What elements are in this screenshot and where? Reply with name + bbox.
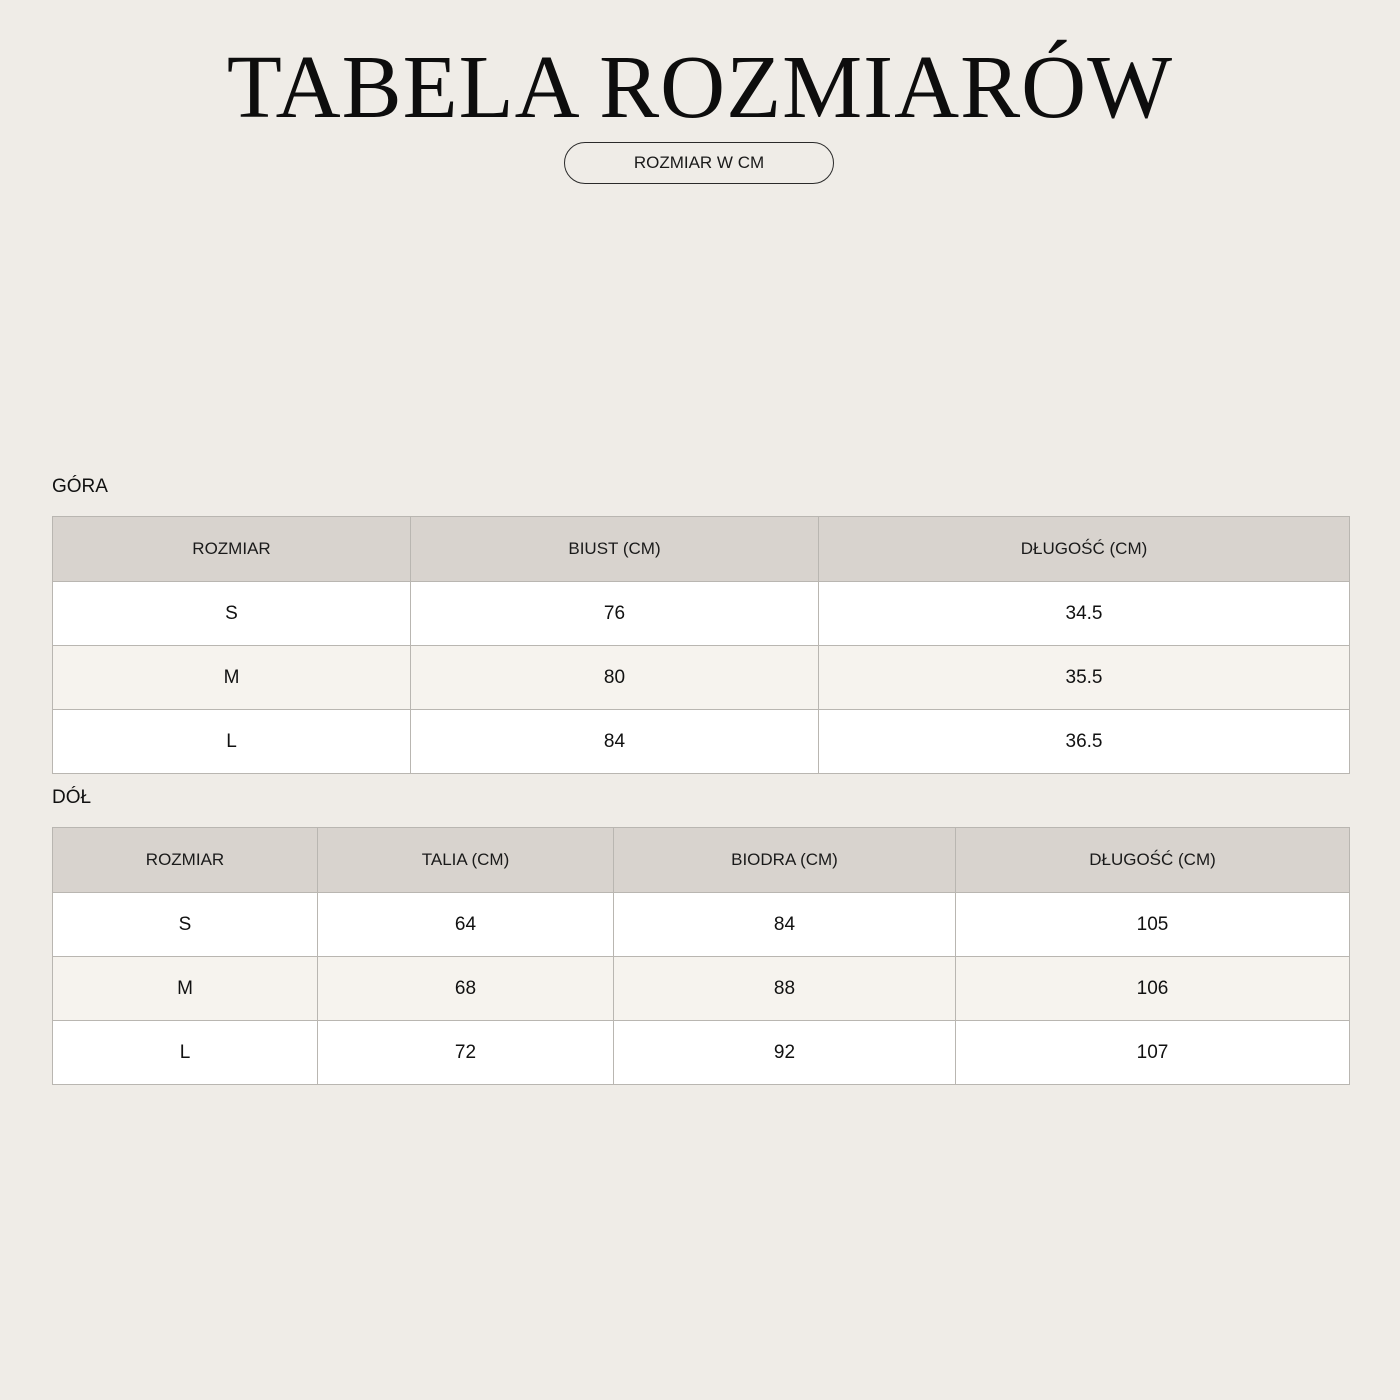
table-header-row	[53, 517, 1350, 582]
section-label-top: GÓRA	[52, 476, 108, 497]
column-header: TALIA (CM)	[318, 828, 614, 893]
table-row	[53, 893, 1350, 957]
page-title: TABELA ROZMIARÓW	[226, 38, 1174, 137]
table-cell: S	[53, 582, 411, 646]
table-cell: 34.5	[819, 582, 1350, 646]
table-cell: 92	[614, 1021, 956, 1085]
table-row	[53, 1021, 1350, 1085]
table-cell: L	[53, 710, 411, 774]
column-header: BIUST (CM)	[411, 517, 819, 582]
column-header: ROZMIAR	[53, 828, 318, 893]
table-cell: 107	[956, 1021, 1350, 1085]
table-cell: M	[53, 646, 411, 710]
size-table-top	[52, 516, 1350, 774]
table-cell: 105	[956, 893, 1350, 957]
section-label-bottom: DÓŁ	[52, 787, 92, 808]
table-header-row	[53, 828, 1350, 893]
table-cell: S	[53, 893, 318, 957]
table-cell: 80	[411, 646, 819, 710]
table-cell: 76	[411, 582, 819, 646]
table-row	[53, 582, 1350, 646]
table-row	[53, 957, 1350, 1021]
table-cell: 88	[614, 957, 956, 1021]
column-header: DŁUGOŚĆ (CM)	[819, 517, 1350, 582]
table-cell: L	[53, 1021, 318, 1085]
table-cell: 72	[318, 1021, 614, 1085]
column-header: ROZMIAR	[53, 517, 411, 582]
table-cell: 106	[956, 957, 1350, 1021]
column-header: BIODRA (CM)	[614, 828, 956, 893]
table-row	[53, 646, 1350, 710]
table-row	[53, 710, 1350, 774]
size-table-bottom	[52, 827, 1350, 1085]
table-cell: M	[53, 957, 318, 1021]
table-cell: 36.5	[819, 710, 1350, 774]
table-cell: 64	[318, 893, 614, 957]
unit-badge: ROZMIAR W CM	[564, 142, 834, 184]
table-cell: 35.5	[819, 646, 1350, 710]
table-cell: 84	[411, 710, 819, 774]
table-cell: 84	[614, 893, 956, 957]
table-cell: 68	[318, 957, 614, 1021]
column-header: DŁUGOŚĆ (CM)	[956, 828, 1350, 893]
